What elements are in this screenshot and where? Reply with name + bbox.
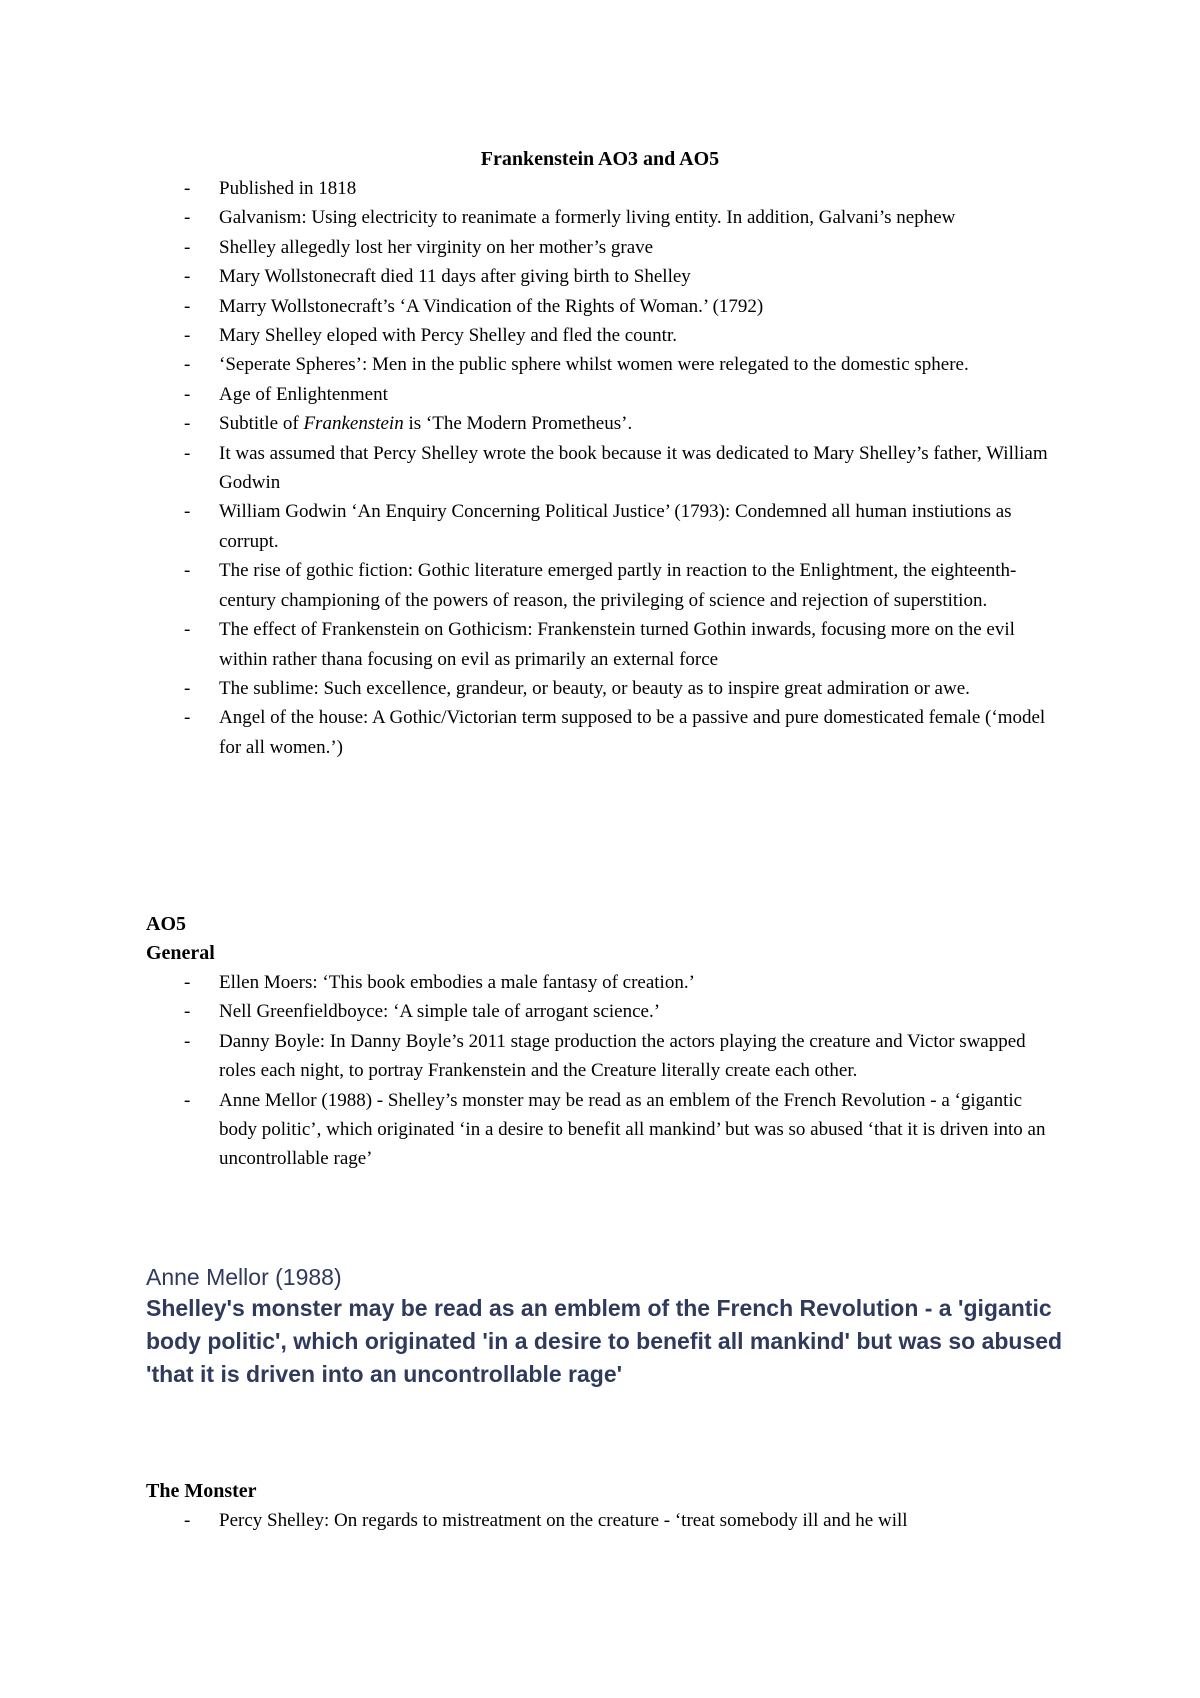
general-heading: General: [146, 942, 215, 964]
callout-title: Anne Mellor (1988): [146, 1264, 342, 1290]
list-item: - Mary Shelley eloped with Percy Shelley and fled the countr.: [0, 321, 1059, 350]
bullet-dash: -: [184, 207, 191, 229]
quote-callout: [146, 1262, 1066, 1391]
bullet-dash: -: [184, 413, 191, 435]
monster-heading: The Monster: [146, 1480, 257, 1502]
monster-list: [0, 1506, 1200, 1535]
list-item: - The effect of Frankenstein on Gothicism: Frankenstein turned Gothin inwards, focusing more on the evil within rather thana focusing on evil as primarily an external force: [0, 615, 1059, 674]
bullet-dash: -: [184, 707, 191, 729]
list-item: - Danny Boyle: In Danny Boyle’s 2011 stage production the actors playing the creature and Victor swapped roles each night, to portray Frankenstein and the Creature literally create each other.: [0, 1027, 1059, 1086]
bullet-dash: -: [184, 1510, 191, 1531]
bullet-dash: -: [184, 677, 191, 699]
bullet-dash: -: [184, 1030, 191, 1052]
list-item: - Galvanism: Using electricity to reanimate a formerly living entity. In addition, Galvani’s nephew: [0, 203, 1059, 232]
list-item: - William Godwin ‘An Enquiry Concerning Political Justice’ (1793): Condemned all human instiutions as corrupt.: [0, 497, 1059, 556]
bullet-dash: -: [184, 354, 191, 376]
bullet-dash: -: [184, 178, 191, 199]
bullet-dash: -: [184, 619, 191, 641]
ao5-heading: AO5: [146, 913, 186, 935]
bullet-dash: -: [184, 1001, 191, 1023]
list-item: - Angel of the house: A Gothic/Victorian term supposed to be a passive and pure domesticated female (‘model for all women.’): [0, 703, 1059, 762]
ao3-list: [0, 174, 1200, 762]
bullet-dash: -: [184, 295, 191, 317]
bullet-dash: -: [184, 236, 191, 258]
book-title-italic: Frankenstein: [303, 413, 404, 435]
bullet-dash: -: [184, 1089, 191, 1111]
list-item: - It was assumed that Percy Shelley wrote the book because it was dedicated to Mary Shelley’s father, William Godwin: [0, 439, 1059, 498]
list-item: - Mary Wollstonecraft died 11 days after giving birth to Shelley: [0, 262, 1059, 291]
list-item: - The rise of gothic fiction: Gothic literature emerged partly in reaction to the Enlightment, the eighteenth-century championing of the powers of reason, the privileging of science and rejection of superstition.: [0, 556, 1059, 615]
list-item: - Nell Greenfieldboyce: ‘A simple tale of arrogant science.’: [0, 997, 1059, 1026]
list-item: - Shelley allegedly lost her virginity on her mother’s grave: [0, 233, 1059, 262]
bullet-dash: -: [184, 383, 191, 405]
list-item: - Subtitle of Frankenstein is ‘The Modern Prometheus’.: [0, 409, 1059, 438]
bullet-dash: -: [184, 266, 191, 288]
page-title: Frankenstein AO3 and AO5: [480, 148, 720, 170]
callout-body: Shelley's monster may be read as an emblem of the French Revolution - a 'gigantic body politic', which originated 'in a desire to benefit all mankind' but was so abused 'that it is driven into an uncontrollable rage': [146, 1295, 1063, 1387]
list-item: - Published in 1818: [0, 174, 1059, 203]
list-item: - Ellen Moers: ‘This book embodies a male fantasy of creation.’: [0, 968, 1059, 997]
bullet-dash: -: [184, 560, 191, 582]
bullet-dash: -: [184, 972, 191, 993]
list-item: - Anne Mellor (1988) - Shelley’s monster may be read as an emblem of the French Revolution - a ‘gigantic body politic’, which originated ‘in a desire to benefit all mankind’ but was so abused ‘that it is driven into an uncontrollable rage’: [0, 1086, 1059, 1174]
list-item: - ‘Seperate Spheres’: Men in the public sphere whilst women were relegated to the domestic sphere.: [0, 350, 1059, 379]
general-list: [0, 968, 1200, 1174]
bullet-dash: -: [184, 442, 191, 464]
list-item: - The sublime: Such excellence, grandeur, or beauty, or beauty as to inspire great admiration or awe.: [0, 674, 1059, 703]
list-item: - Marry Wollstonecraft’s ‘A Vindication of the Rights of Woman.’ (1792): [0, 292, 1059, 321]
bullet-dash: -: [184, 501, 191, 523]
bullet-dash: -: [184, 325, 191, 347]
list-item: - Percy Shelley: On regards to mistreatment on the creature - ‘treat somebody ill and he will: [0, 1506, 1059, 1535]
list-item: - Age of Enlightenment: [0, 380, 1059, 409]
